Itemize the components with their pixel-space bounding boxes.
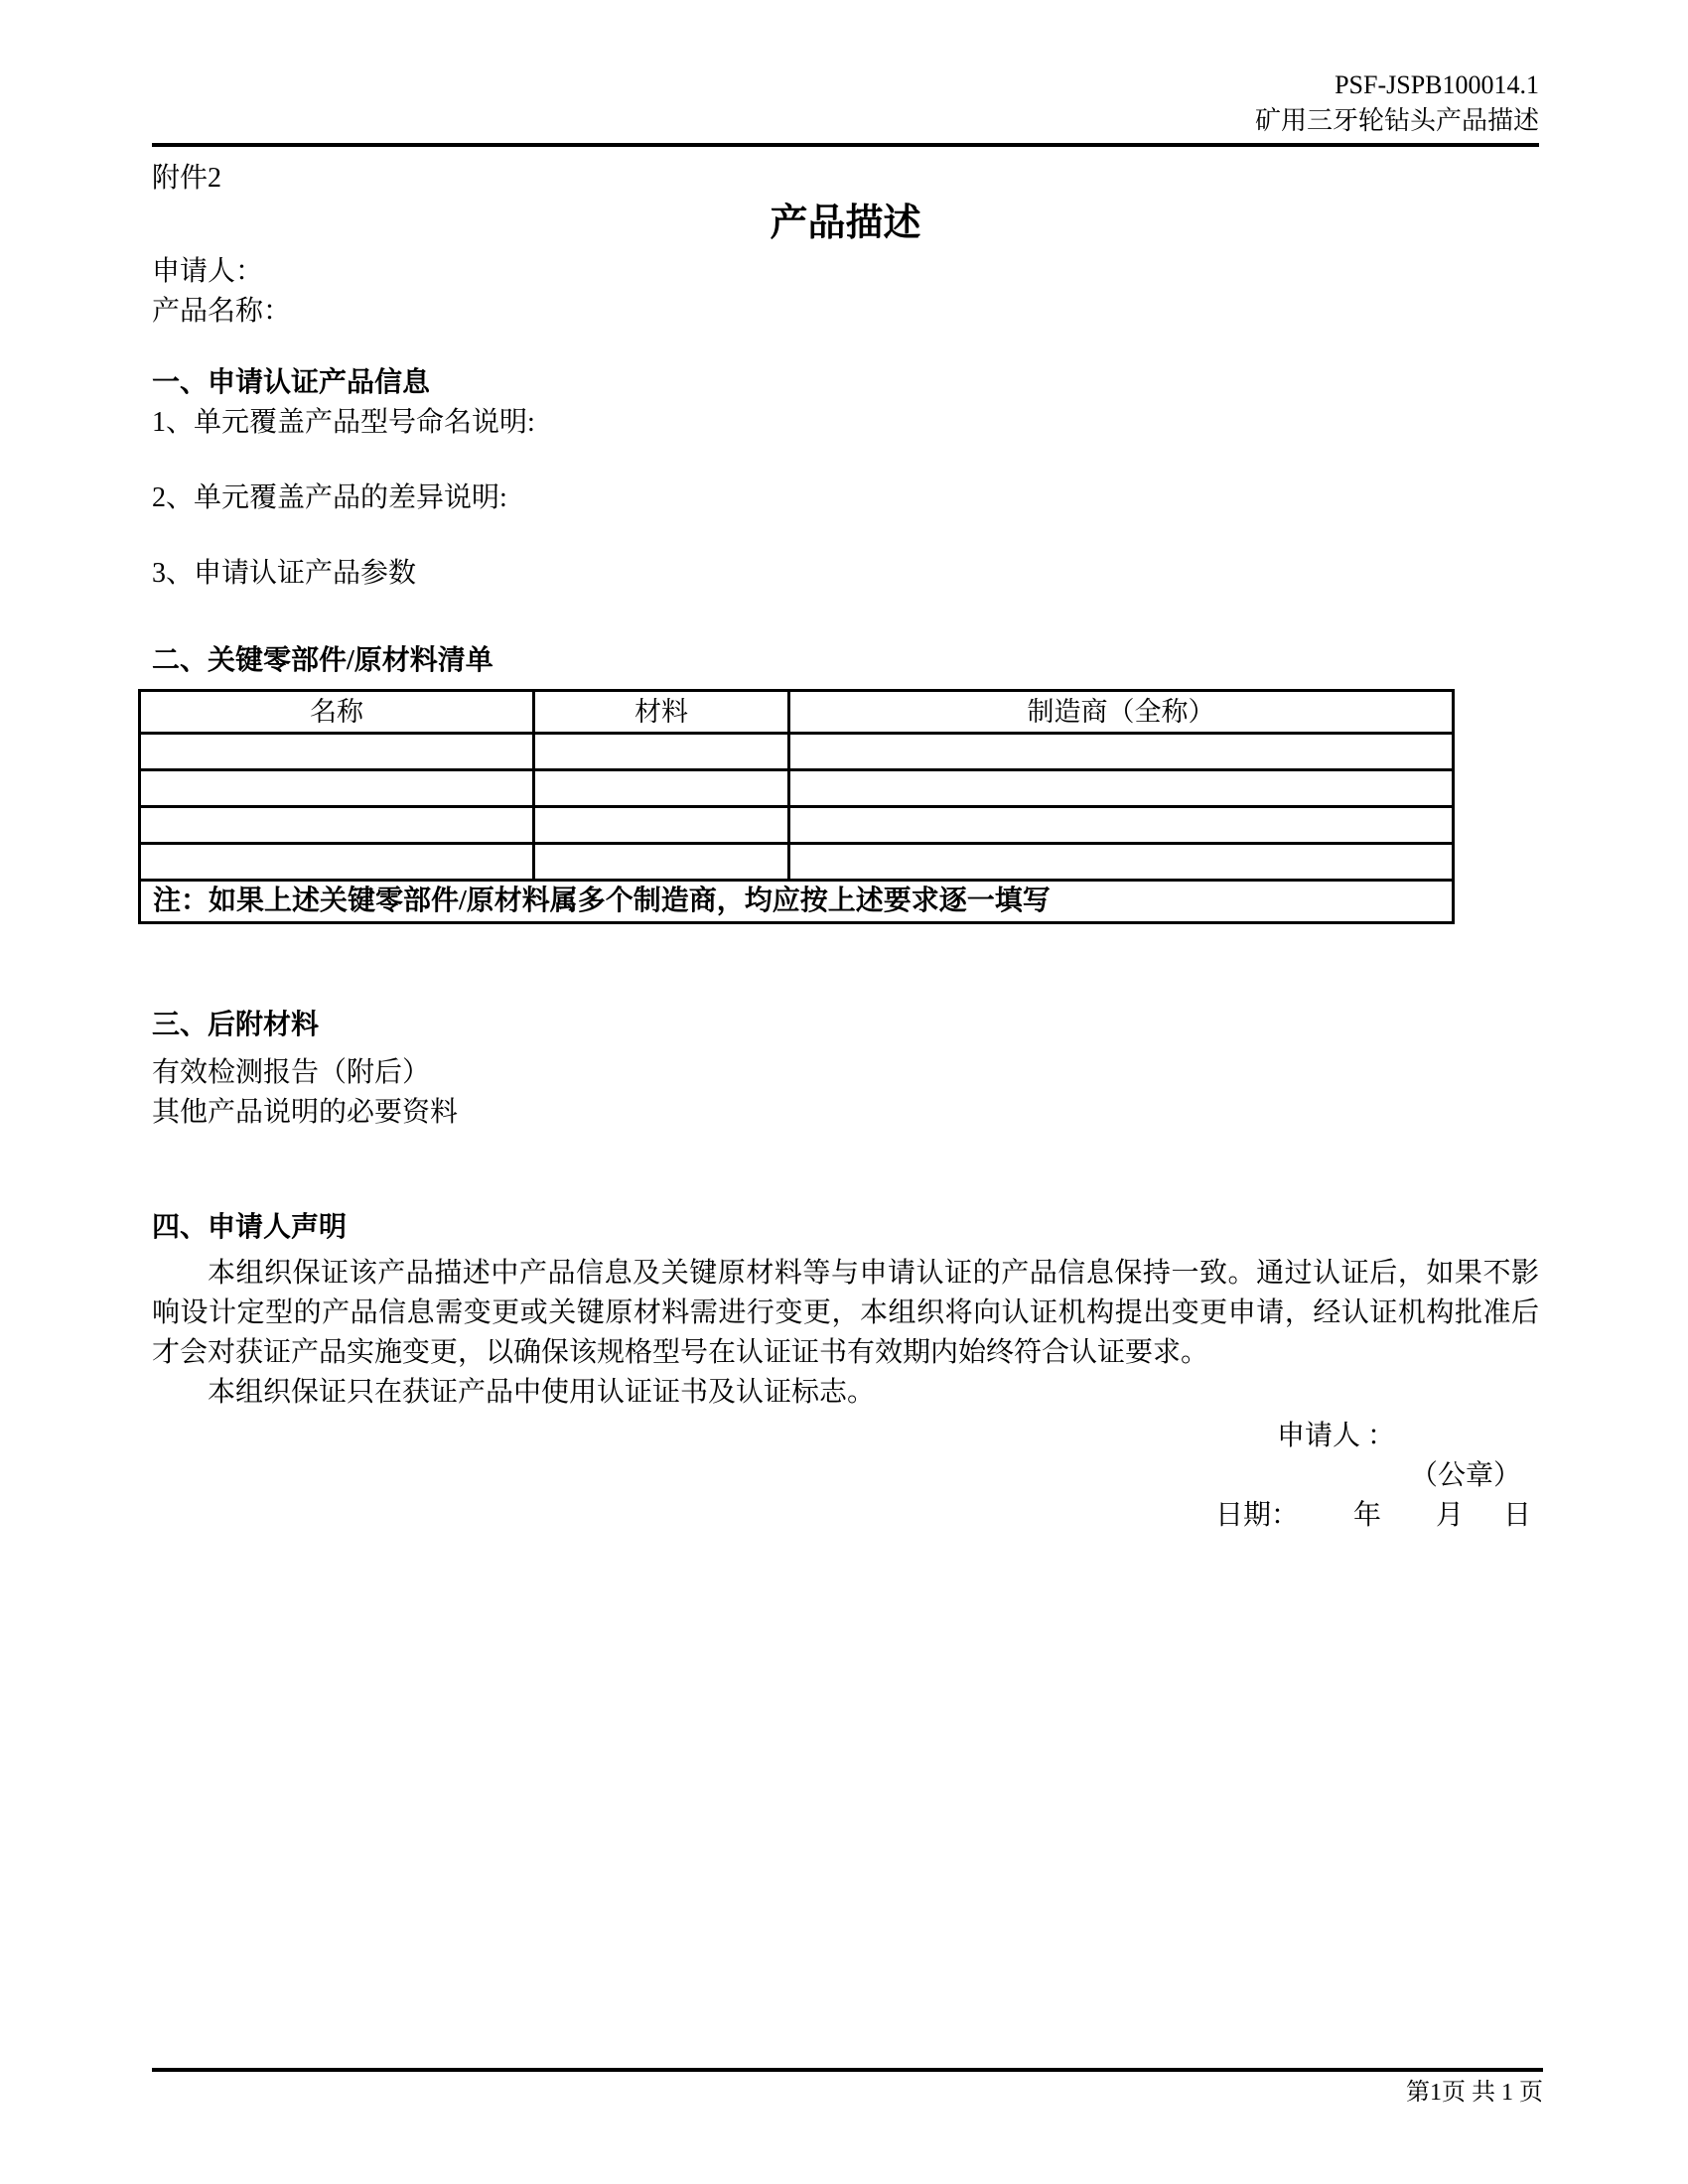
date-label: 日期：: [1214, 1500, 1299, 1531]
table-cell: [789, 734, 1454, 770]
table-cell: [534, 770, 789, 807]
table-cell: [140, 807, 534, 844]
declaration-paragraph-1: 本组织保证该产品描述中产品信息及关键原材料等与申请认证的产品信息保持一致。通过认证后，如果不影响设计定型的产品信息需变更或关键原材料需进行变更，本组织将向认证机构提出变更申请，经认证机构批准后才会对获证产品实施变更，以确保该规格型号在认证证书有效期内始终符合认证要求。: [152, 1258, 1539, 1368]
table-note-row: [140, 881, 1454, 923]
table-row: [140, 844, 1454, 881]
doc-subtitle: 矿用三牙轮钻头产品描述: [1254, 106, 1539, 135]
table-cell: [534, 844, 789, 881]
table-note: 注：如果上述关键零部件/原材料属多个制造商，均应按上述要求逐一填写: [140, 881, 1454, 923]
month-label: 月: [1435, 1500, 1464, 1531]
section3-heading: 三、后附材料: [152, 1010, 320, 1040]
table-row: [140, 770, 1454, 807]
section2-heading: 二、关键零部件/原材料清单: [152, 645, 493, 676]
table-cell: [789, 807, 1454, 844]
section3-line-2: 其他产品说明的必要资料: [152, 1097, 459, 1128]
section3-line-1: 有效检测报告（附后）: [152, 1057, 431, 1088]
applicant-label: 申请人：: [152, 256, 264, 287]
column-header-name: 名称: [140, 691, 534, 734]
table-cell: [534, 734, 789, 770]
page-number: 第1页 共 1 页: [1406, 2080, 1543, 2106]
materials-table: [138, 689, 1455, 924]
table-cell: [140, 734, 534, 770]
signature-seal-label: （公章）: [1409, 1460, 1521, 1491]
product-name-label: 产品名称：: [152, 296, 292, 327]
section1-item-3: 3、申请认证产品参数: [152, 558, 417, 589]
section1-item-2: 2、单元覆盖产品的差异说明:: [152, 482, 507, 513]
attachment-label: 附件2: [152, 163, 222, 194]
signature-date-line: [152, 1496, 1539, 1536]
section1-heading: 一、申请认证产品信息: [152, 367, 431, 398]
table-row: [140, 807, 1454, 844]
section4-heading: 四、申请人声明: [152, 1212, 348, 1243]
column-header-manufacturer: 制造商（全称）: [789, 691, 1454, 734]
section1-item-1: 1、单元覆盖产品型号命名说明:: [152, 407, 535, 438]
intro-block: [152, 252, 1539, 332]
table-cell: [140, 844, 534, 881]
table-row: [140, 734, 1454, 770]
signature-block: [152, 1417, 1539, 1536]
table-cell: [534, 807, 789, 844]
document-header: [152, 0, 1539, 147]
doc-code: PSF-JSPB100014.1: [1335, 70, 1539, 99]
signature-applicant-label: 申请人 ：: [1276, 1421, 1395, 1451]
document-footer: [152, 2068, 1543, 2108]
table-cell: [789, 844, 1454, 881]
table-cell: [789, 770, 1454, 807]
table-cell: [140, 770, 534, 807]
year-label: 年: [1352, 1500, 1381, 1531]
table-header-row: [140, 691, 1454, 734]
page-title: 产品描述: [770, 203, 921, 244]
day-label: 日: [1502, 1500, 1531, 1531]
declaration-paragraph-2: 本组织保证只在获证产品中使用认证证书及认证标志。: [208, 1377, 876, 1408]
column-header-material: 材料: [534, 691, 789, 734]
